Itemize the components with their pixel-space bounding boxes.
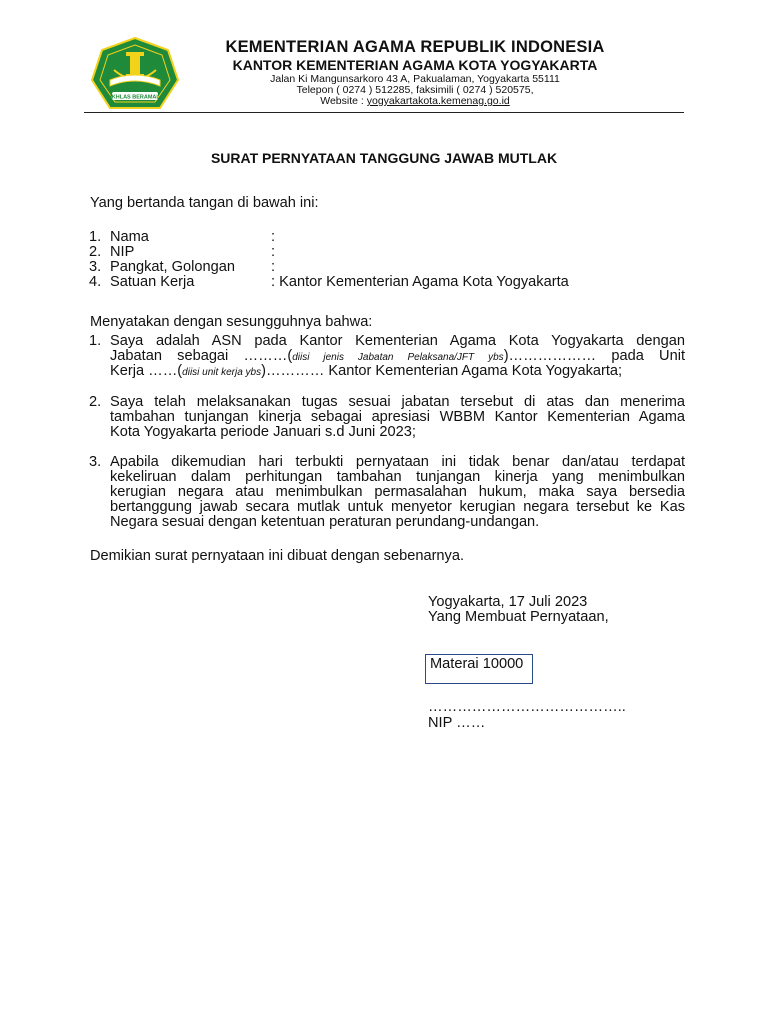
office-phone: Telepon ( 0274 ) 512285, faksimili ( 0274 ) 520575, — [296, 84, 534, 96]
item-3-line-2: kekeliruan dalam perhitungan tambahan tunjangan kinerja yang menimbulkan — [110, 469, 685, 485]
item-2-line-3: Kota Yogyakarta periode Januari s.d Juni 2023; — [110, 424, 416, 440]
item-number: 3. — [89, 454, 102, 470]
item-2-line-2: tambahan tunjangan kinerja sebagai apresiasi WBBM Kantor Kementerian Agama — [110, 409, 685, 425]
ministry-name: KEMENTERIAN AGAMA REPUBLIK INDONESIA — [225, 38, 605, 56]
item-1-line-3 — [110, 364, 685, 381]
field-label-satuan-kerja: Satuan Kerja — [110, 274, 195, 290]
field-value-satuan-kerja: : Kantor Kementerian Agama Kota Yogyakarta — [271, 274, 569, 290]
field-number: 2. — [89, 244, 102, 260]
website-link[interactable]: yogyakartakota.kemenag.go.id — [366, 95, 510, 107]
item-1-line-3c: )………… Kantor Kementerian Agama Kota Yogyakarta; — [261, 363, 623, 379]
document-title: SURAT PERNYATAAN TANGGUNG JAWAB MUTLAK — [210, 150, 558, 166]
intro-text: Yang bertanda tangan di bawah ini: — [90, 195, 319, 211]
item-2-line-1: Saya telah melaksanakan tugas sesuai jabatan tersebut di atas dan menerima — [110, 394, 685, 410]
item-1-line-2a: Jabatan sebagai ………( — [110, 348, 293, 364]
signatory-title: Yang Membuat Pernyataan, — [428, 609, 609, 625]
field-number: 3. — [89, 259, 102, 275]
field-label-nip: NIP — [110, 244, 135, 260]
item-1-hint-jabatan: diisi jenis Jabatan Pelaksana/JFT ybs — [292, 352, 504, 363]
item-3-line-3: kerugian negara atau menimbulkan permasalahan hukum, maka saya bersedia — [110, 484, 685, 500]
field-number: 1. — [89, 229, 102, 245]
item-number: 2. — [89, 394, 102, 410]
field-label-nama: Nama — [110, 229, 149, 245]
website-label: Website : — [320, 95, 367, 107]
item-1-line-3a: Kerja ……( — [110, 363, 183, 379]
statement-intro: Menyatakan dengan sesungguhnya bahwa: — [90, 314, 373, 330]
office-website — [200, 95, 630, 107]
office-address: Jalan Ki Mangunsarkoro 43 A, Pakualaman, Yogyakarta 55111 — [270, 73, 560, 85]
kemenag-logo — [90, 36, 180, 112]
letterhead-divider — [84, 112, 684, 113]
field-label-pangkat: Pangkat, Golongan — [110, 259, 235, 275]
field-number: 4. — [89, 274, 102, 290]
signature-name-line: ………………………………….. — [428, 699, 626, 715]
closing-text: Demikian surat pernyataan ini dibuat dengan sebenarnya. — [90, 548, 465, 564]
place-date: Yogyakarta, 17 Juli 2023 — [428, 594, 588, 610]
field-value-nama: : — [271, 229, 276, 245]
field-value-pangkat: : — [271, 259, 276, 275]
signature-nip: NIP …… — [428, 715, 486, 731]
item-1-hint-unit: diisi unit kerja ybs — [182, 367, 262, 378]
item-3-line-5: Negara sesuai dengan ketentuan peraturan perundang-undangan. — [110, 514, 540, 530]
materai-label: Materai 10000 — [430, 656, 524, 672]
item-1-line-1: Saya adalah ASN pada Kantor Kementerian Agama Kota Yogyakarta dengan — [110, 333, 685, 349]
field-value-nip: : — [271, 244, 276, 260]
logo-motto: IKHLAS BERAMAL — [110, 94, 160, 101]
materai-stamp-box — [425, 654, 533, 684]
item-number: 1. — [89, 333, 102, 349]
item-1-line-2c: )……………… pada Unit — [503, 348, 686, 364]
item-3-line-1: Apabila dikemudian hari terbukti pernyataan ini tidak benar dan/atau terdapat — [110, 454, 685, 470]
item-3-line-4: bertanggung jawab secara mutlak untuk menyetor kerugian negara tersebut ke Kas — [110, 499, 685, 515]
office-name: KANTOR KEMENTERIAN AGAMA KOTA YOGYAKARTA — [232, 57, 598, 73]
